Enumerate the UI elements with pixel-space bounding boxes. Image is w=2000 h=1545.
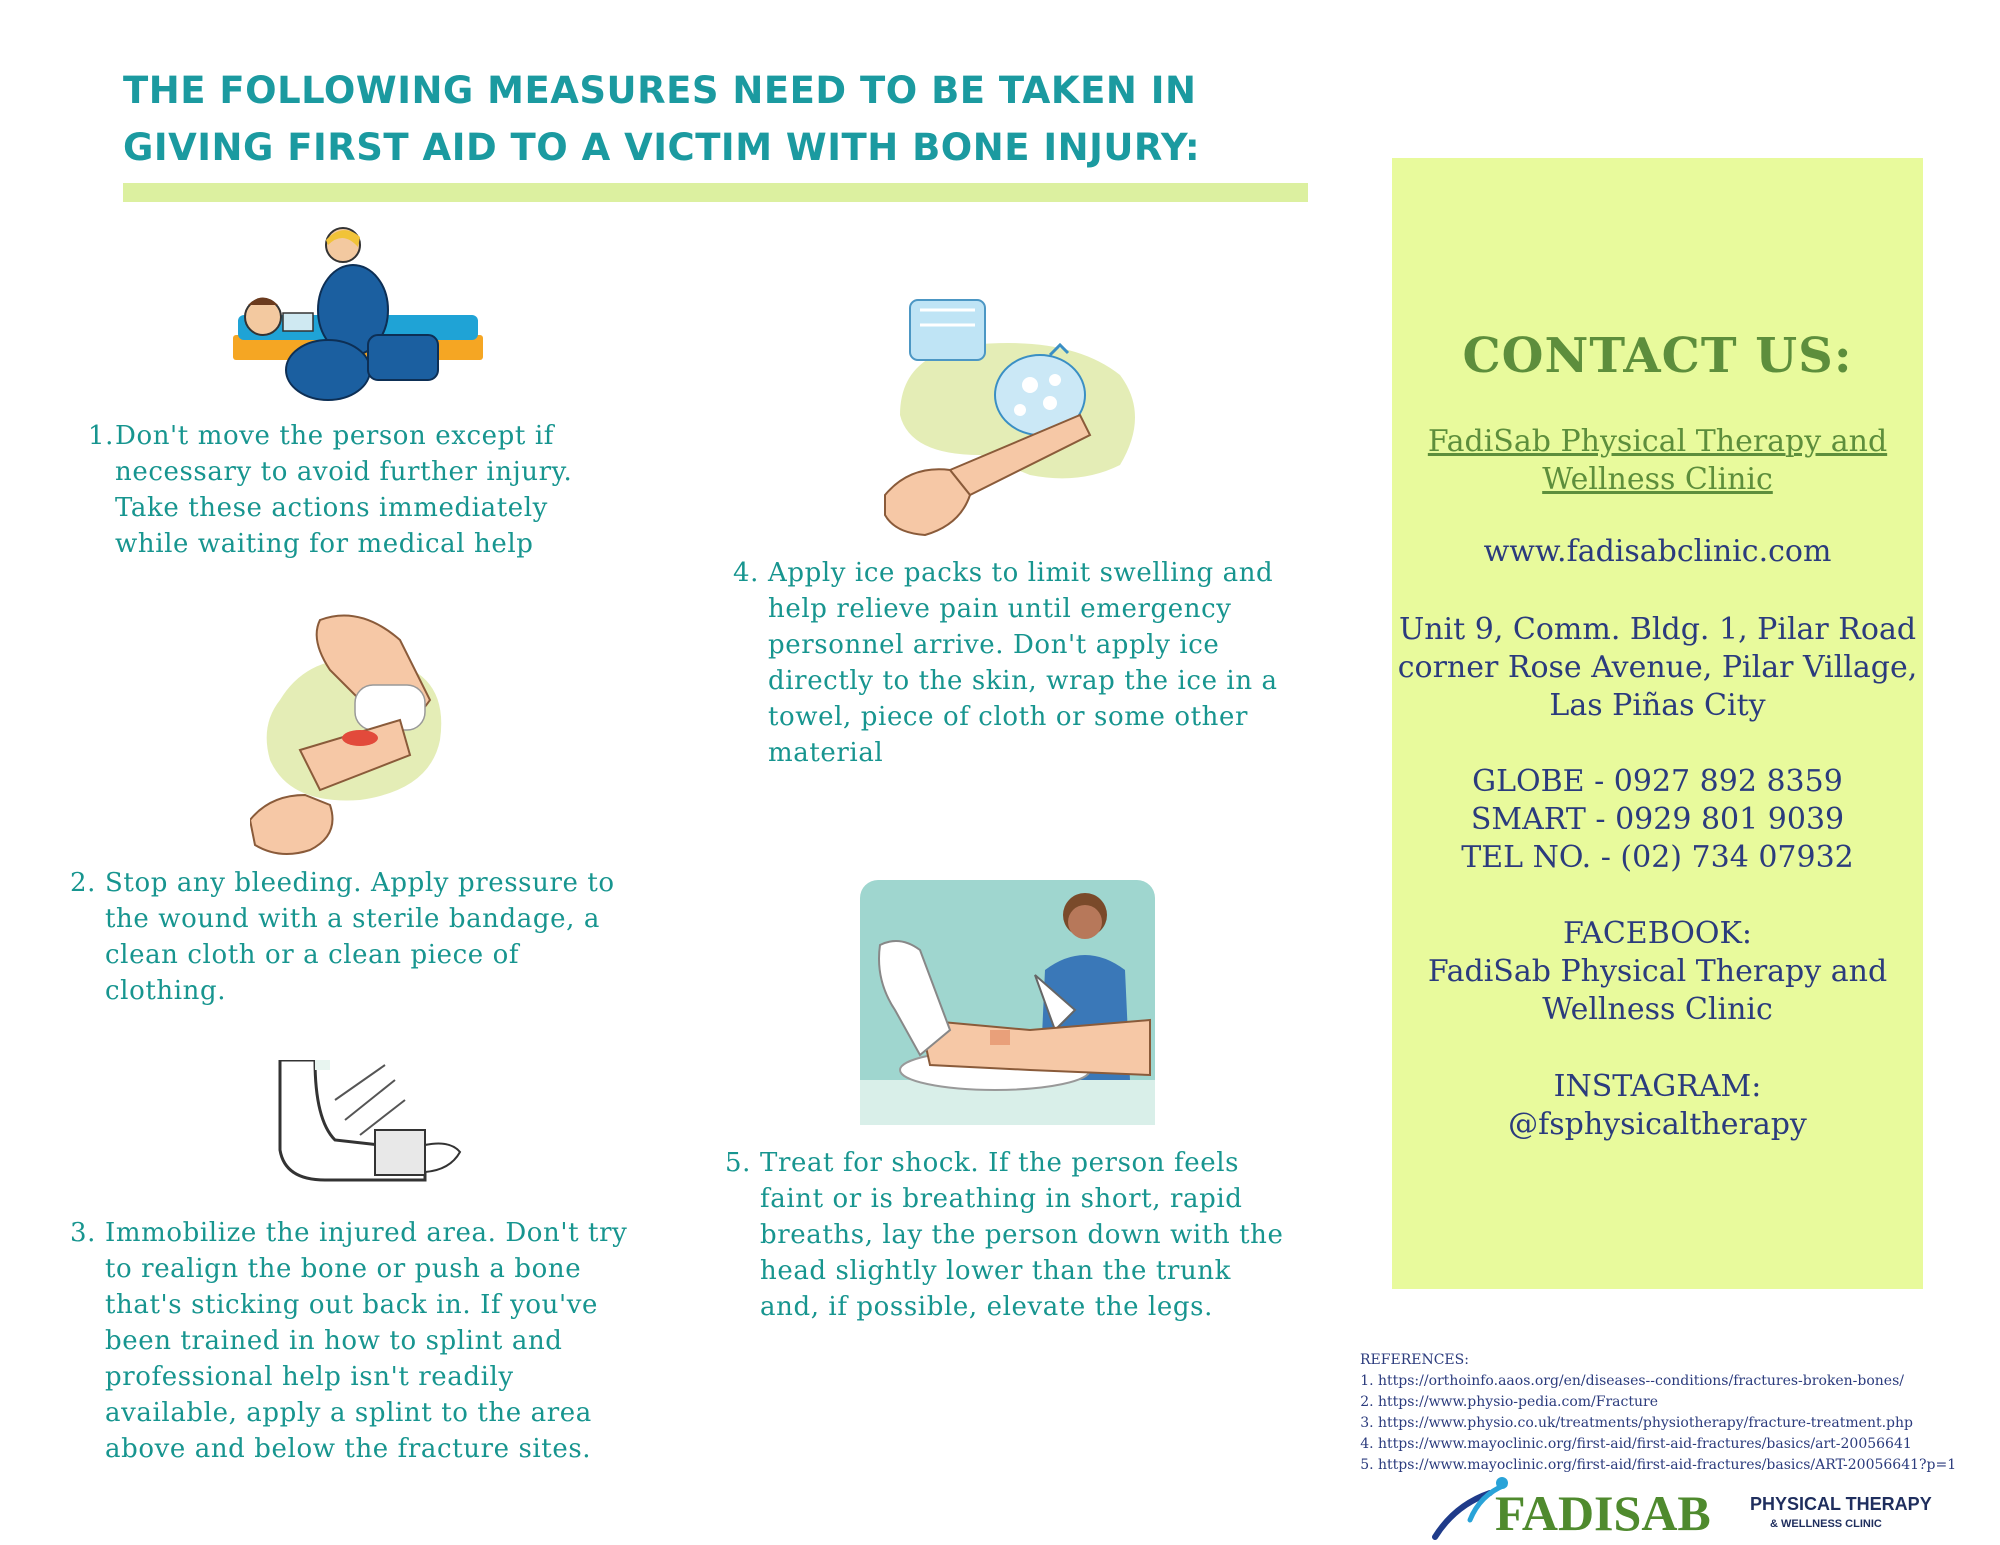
phone-numbers: [1392, 763, 1923, 877]
step-3: [70, 1215, 640, 1467]
address-line-3: Las Piñas City: [1549, 688, 1766, 723]
title-underline-bar: [123, 183, 1308, 202]
facebook-line-2: Wellness Clinic: [1542, 992, 1773, 1027]
address-line-1: Unit 9, Comm. Bldg. 1, Pilar Road: [1398, 612, 1917, 647]
contact-panel: [1392, 158, 1923, 1289]
elevated-leg-illustration: [860, 880, 1155, 1125]
step-2-number: 2.: [70, 868, 97, 898]
references-label: REFERENCES:: [1360, 1352, 1469, 1368]
ice-pack-illustration: [880, 295, 1160, 545]
address: [1392, 611, 1923, 725]
references: [1360, 1350, 1956, 1476]
step-5-text: Treat for shock. If the person feels faint or is breathing in short, rapid breaths, lay the person down with the head slightly lower than the trunk and, if possible, elevate the legs.: [760, 1148, 1284, 1322]
logo-tagline-2: & WELLNESS CLINIC: [1770, 1518, 1882, 1530]
step-1: [88, 418, 628, 562]
logo-brand: FADISAB: [1495, 1485, 1711, 1541]
paramedic-illustration: [228, 225, 498, 405]
facebook-line-1: FadiSab Physical Therapy and: [1427, 954, 1888, 989]
step-4-number: 4.: [733, 558, 760, 588]
clinic-link-line-2[interactable]: Wellness Clinic: [1542, 462, 1773, 497]
address-line-2: corner Rose Avenue, Pilar Village,: [1397, 650, 1918, 685]
clinic-link-line-1[interactable]: FadiSab Physical Therapy and: [1427, 424, 1888, 459]
instagram-label: INSTAGRAM:: [1553, 1069, 1762, 1104]
reference-item[interactable]: 2. https://www.physio-pedia.com/Fracture: [1378, 1392, 1956, 1413]
reference-item[interactable]: 5. https://www.mayoclinic.org/first-aid/first-aid-fractures/basics/ART-20056641?p=1: [1378, 1455, 1956, 1476]
title-line-1: THE FOLLOWING MEASURES NEED TO BE TAKEN IN: [123, 69, 1197, 112]
tel-number: TEL NO. - (02) 734 07932: [1461, 840, 1854, 875]
title-line-2: GIVING FIRST AID TO A VICTIM WITH BONE INJURY:: [123, 126, 1201, 169]
globe-number: GLOBE - 0927 892 8359: [1472, 764, 1843, 799]
clinic-name-link[interactable]: [1392, 423, 1923, 499]
reference-item[interactable]: 3. https://www.physio.co.uk/treatments/physiotherapy/fracture-treatment.php: [1378, 1413, 1956, 1434]
website[interactable]: www.fadisabclinic.com: [1483, 534, 1832, 569]
reference-item[interactable]: 4. https://www.mayoclinic.org/first-aid/first-aid-fractures/basics/art-20056641: [1378, 1434, 1956, 1455]
logo-tagline-1: PHYSICAL THERAPY: [1750, 1494, 1932, 1514]
step-1-text: Don't move the person except if necessary to avoid further injury. Take these actions immediately while waiting for medical help: [115, 421, 573, 559]
instagram-info: [1392, 1068, 1923, 1144]
step-2-text: Stop any bleeding. Apply pressure to the wound with a sterile bandage, a clean cloth or a clean piece of clothing.: [105, 868, 615, 1006]
bleeding-pressure-illustration: [250, 610, 490, 865]
step-2: [70, 865, 640, 1009]
splint-bandage-illustration: [275, 1060, 465, 1190]
instagram-handle: @fsphysicaltherapy: [1508, 1107, 1807, 1142]
step-5-number: 5.: [725, 1148, 752, 1178]
step-1-number: 1.: [88, 421, 115, 451]
step-4: [733, 555, 1293, 771]
reference-item[interactable]: 1. https://orthoinfo.aaos.org/en/diseases--conditions/fractures-broken-bones/: [1378, 1371, 1956, 1392]
step-3-number: 3.: [70, 1218, 97, 1248]
page-title: [123, 62, 1323, 176]
contact-title: CONTACT US:: [1462, 328, 1853, 384]
facebook-info: [1392, 915, 1923, 1029]
smart-number: SMART - 0929 801 9039: [1470, 802, 1845, 837]
step-3-text: Immobilize the injured area. Don't try to realign the bone or push a bone that's sticking out back in. If you've been trained in how to splint and professional help isn't readily available, apply a splint to the area above and below the fracture sites.: [105, 1218, 628, 1464]
fadisab-logo: [1430, 1475, 1950, 1545]
step-4-text: Apply ice packs to limit swelling and help relieve pain until emergency personnel arrive. Don't apply ice directly to the skin, wrap the ice in a towel, piece of cloth or some other material: [768, 558, 1278, 768]
step-5: [725, 1145, 1295, 1325]
facebook-label: FACEBOOK:: [1562, 916, 1753, 951]
